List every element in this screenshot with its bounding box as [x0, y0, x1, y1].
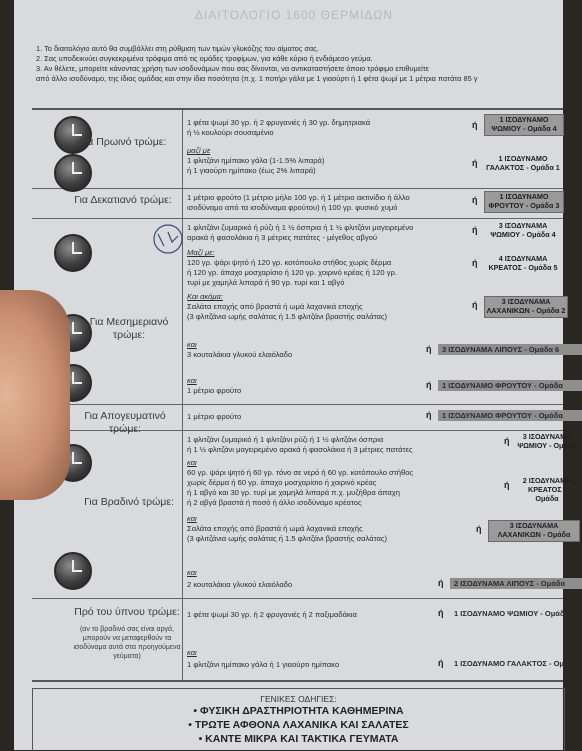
- guideline-item: • ΚΑΝΤΕ ΜΙΚΡΑ ΚΑΙ ΤΑΚΤΙΚΑ ΓΕΥΜΑΤΑ: [198, 733, 399, 745]
- meal-name-snack: Για Δεκατιανό τρώμε:: [74, 194, 172, 206]
- or-symbol: ή: [504, 436, 510, 446]
- food-line: 1 φλιτζάνι ζυμαρικό ή ρύζι ή 1 ½ όσπρια ή 1 ½ φλιτζάνι μαγειρεμένο: [187, 223, 414, 232]
- row-lunch: [32, 218, 566, 405]
- connector-label: Και ακόμα:: [187, 292, 223, 301]
- intro-line: 1. Το διαιτολόγιο αυτό θα συμβάλλει στη ρύθμιση των τιμών γλυκόζης του αίματος σας.: [36, 44, 319, 53]
- or-symbol: ή: [472, 258, 478, 268]
- or-symbol: ή: [472, 225, 478, 235]
- food-line: 1 μέτριο φρούτο: [187, 412, 242, 421]
- equivalent-badge: 1 ΙΣΟΔΥΝΑΜΟ ΨΩΜΙΟΥ - Ομάδα 4: [484, 114, 564, 136]
- row-snack: [32, 188, 563, 219]
- or-symbol: ή: [472, 158, 478, 168]
- food-line: ή 1 αβγό και 30 γρ. τυρί με χαμηλά λιπαρά π.χ. μυζήθρα άπαχη: [187, 488, 400, 497]
- food-line: 1 φέτα ψωμί 30 γρ. ή 2 φρυγανιές ή 2 παξιμαδάκια: [187, 610, 357, 619]
- food-line: 1 φλιτζάνι ζυμαρικό ή 1 φλιτζάνι ρύζι ή 1 ½ φλιτζάνι όσπρια: [187, 435, 384, 444]
- or-symbol: ή: [426, 344, 432, 354]
- or-symbol: ή: [472, 120, 478, 130]
- equivalent-bar: 1 ΙΣΟΔΥΝΑΜΟ ΨΩΜΙΟΥ - Ομάδα: [454, 609, 570, 618]
- food-line: 1 μέτριο φρούτο: [187, 386, 242, 395]
- meal-table: [32, 108, 578, 682]
- equivalent-badge: 3 ΙΣΟΔΥΝΑΜΑ ΨΩΜΙΟΥ - Ομάδα 4: [490, 221, 556, 239]
- meal-name-breakfast: Για Πρωινό τρώμε:: [79, 136, 167, 148]
- or-symbol: ή: [472, 300, 478, 310]
- connector-label: και: [187, 568, 197, 577]
- clock-icon: [54, 552, 92, 590]
- equivalent-bar: 2 ΙΣΟΔΥΝΑΜΑ ΛΙΠΟΥΣ - Ομάδα: [450, 578, 582, 589]
- intro-notes: [36, 44, 563, 84]
- connector-label: και: [187, 340, 197, 349]
- equivalent-bar: 1 ΙΣΟΔΥΝΑΜΟ ΦΡΟΥΤΟΥ - Ομάδα: [438, 380, 582, 391]
- food-line: Σαλάτα εποχής από βραστά ή ωμά λαχανικά εποχής: [187, 524, 363, 533]
- connector-label: Μαζί με:: [187, 248, 215, 257]
- equivalent-badge: 3 ΙΣΟΔΥΝΑΜΑ ΛΑΧΑΝΙΚΩΝ - Ομάδα: [488, 520, 580, 542]
- equivalent-badge: 4 ΙΣΟΔΥΝΑΜΑ ΚΡΕΑΤΟΣ - Ομάδα 5: [488, 254, 558, 272]
- connector-label: και: [187, 514, 197, 523]
- meal-name-text: Πρό του ύπνου τρώμε:: [74, 606, 180, 618]
- food-line: 60 γρ. ψάρι ψητό ή 60 γρ. τόνο σε νερό ή 60 γρ. κοτόπουλο στήθος: [187, 468, 414, 477]
- food-line: 1 μέτριο φρούτο (1 μέτριο μήλο 100 γρ. ή 1 μέτριο ακτινίδιο ή άλλο: [187, 193, 410, 202]
- food-line: 3 κουταλάκια γλυκού ελαιόλαδο: [187, 350, 293, 359]
- intro-line: 2. Σας υποδεικνύει συγκεκριμένα τρόφιμα από τις ομάδες τροφίμων, για κάθε κύριο ή ενδιάμεσο γεύμα.: [36, 54, 373, 63]
- food-line: ισοδύναμο από τα ισοδύναμα φρούτου) ή 100 γρ. φυσικό χυμό: [187, 203, 398, 212]
- general-guidelines: [32, 688, 565, 751]
- equivalent-bar: 1 ΙΣΟΔΥΝΑΜΟ ΓΑΛΑΚΤΟΣ - Ομάδα: [454, 659, 578, 668]
- intro-line: 3. Αν θέλετε, μπορείτε κάνοντας χρήση των ισοδυνάμων που σας δίνονται, να αντικαταστήσετε όποιο τρόφιμο επιθυμείτε: [36, 64, 429, 73]
- equivalent-badge: 1 ΙΣΟΔΥΝΑΜΟ ΓΑΛΑΚΤΟΣ - Ομάδα 1: [486, 154, 560, 172]
- meal-name-bedtime: [72, 606, 182, 661]
- food-line: Σαλάτα εποχής από βραστά ή ωμά λαχανικά εποχής: [187, 302, 363, 311]
- guideline-item: • ΤΡΩΤΕ ΑΦΘΟΝΑ ΛΑΧΑΝΙΚΑ ΚΑΙ ΣΑΛΑΤΕΣ: [188, 719, 409, 731]
- holding-thumb: [0, 290, 70, 500]
- equivalent-bar: 1 ΙΣΟΔΥΝΑΜΟ ΦΡΟΥΤΟΥ - Ομάδα: [438, 410, 582, 421]
- or-symbol: ή: [438, 658, 444, 668]
- clock-icon: [54, 154, 92, 192]
- food-line: 2 κουταλάκια γλυκού ελαιόλαδο: [187, 580, 293, 589]
- diet-sheet: [14, 0, 578, 750]
- row-afternoon: [32, 404, 563, 435]
- or-symbol: ή: [438, 608, 444, 618]
- food-line: 120 γρ. ψάρι ψητό ή 120 γρ. κοτόπουλο στήθος χωρίς δέρμα: [187, 258, 392, 267]
- food-line: 1 φέτα ψωμί 30 γρ. ή 2 φρυγανιές ή 30 γρ. δημητριακά: [187, 118, 371, 127]
- food-line: αρακά ή φασολάκια ή 3 μέτριες πατάτες - μέγεθος αβγού: [187, 233, 378, 242]
- or-symbol: ή: [426, 410, 432, 420]
- guideline-item: • ΦΥΣΙΚΗ ΔΡΑΣΤΗΡΙΟΤΗΤΑ ΚΑΘΗΜΕΡΙΝΑ: [193, 705, 404, 717]
- food-line: (3 φλιτζάνια ωμής σαλάτας ή 1.5 φλιτζάνι βραστής σαλάτας): [187, 534, 388, 543]
- equivalent-badge: 2 ΙΣΟΔΥΝΑΜΑ ΚΡΕΑΤΟΣ - Ομάδα: [522, 476, 572, 503]
- pen-doodle: [150, 222, 190, 256]
- row-breakfast: [32, 110, 563, 189]
- connector-label: και: [187, 376, 197, 385]
- row-bedtime: [32, 598, 578, 680]
- or-symbol: ή: [504, 480, 510, 490]
- guidelines-heading: ΓΕΝΙΚΕΣ ΟΔΗΓΙΕΣ:: [260, 694, 337, 704]
- food-line: ή 1 ½ φλιτζάνι μαγειρεμένο αρακά ή φασολάκια ή 3 μέτριες πατάτες: [187, 445, 413, 454]
- meal-name-afternoon: Για Απογευματινό τρώμε:: [84, 410, 166, 435]
- connector-label: και: [187, 648, 197, 657]
- meal-name-lunch: Για Μεσημεριανό τρώμε:: [89, 316, 169, 341]
- food-line: χωρίς δέρμα ή 60 γρ. άπαχο μοσχαρίσιο ή χοιρινό κρέας: [187, 478, 377, 487]
- food-line: (3 φλιτζάνια ωμής σαλάτας ή 1.5 φλιτζάνι βραστής σαλάτας): [187, 312, 388, 321]
- row-dinner: [32, 430, 577, 599]
- or-symbol: ή: [426, 380, 432, 390]
- food-line: ή 120 γρ. άπαχο μοσχαρίσιο ή 120 γρ. χοιρινό κρέας ή 120 γρ.: [187, 268, 397, 277]
- food-line: 1 φλιτζάνι ημίπακο γάλα (1-1.5% λιπαρά): [187, 156, 325, 165]
- connector-label: μαζί με: [187, 146, 211, 155]
- intro-line: από άλλο ισοδύναμο, της ίδιας ομάδας και στην ίδια ποσότητα (π.χ. 1 ποτήρι γάλα με 1 γιαούρτι ή 1 φέτα ψωμί με 1 μέτρια πατάτα 85 γ: [36, 74, 478, 83]
- food-line: 1 φλιτζάνι ημίπακο γάλα ή 1 γιαούρτι ημίπακο: [187, 660, 340, 669]
- or-symbol: ή: [438, 578, 444, 588]
- equivalent-badge: 1 ΙΣΟΔΥΝΑΜΟ ΦΡΟΥΤΟΥ - Ομάδα 3: [484, 191, 564, 213]
- sheet-title: ΔΙΑΙΤΟΛΟΓΙΟ 1600 ΘΕΡΜΙΔΩΝ: [195, 8, 393, 22]
- meal-note: (αν το βραδινό σας είναι αργά, μπορούν να μεταφερθούν τα ισοδύναμα αυτά στα προηγούμενα γεύματα): [73, 626, 181, 660]
- food-line: τυρί με χαμηλά λιπαρά ή 90 γρ. τυρί και 1 αβγό: [187, 278, 345, 287]
- food-line: ή 1 γιαούρτι ημίπακο (έως 2% λιπαρά): [187, 166, 316, 175]
- equivalent-bar: 3 ΙΣΟΔΥΝΑΜΑ ΛΙΠΟΥΣ - Ομάδα 6: [438, 344, 582, 355]
- or-symbol: ή: [476, 524, 482, 534]
- connector-label: και: [187, 458, 197, 467]
- clock-icon: [54, 234, 92, 272]
- or-symbol: ή: [472, 195, 478, 205]
- equivalent-badge: 3 ΙΣΟΔΥΝΑΜΑ ΨΩΜΙΟΥ - Ομάδα: [517, 432, 577, 450]
- equivalent-badge: 3 ΙΣΟΔΥΝΑΜΑ ΛΑΧΑΝΙΚΩΝ - Ομάδα 2: [484, 296, 568, 318]
- meal-name-dinner: Για Βραδινό τρώμε:: [84, 496, 174, 508]
- food-line: ή ½ κουλούρι σουσαμένιο: [187, 128, 274, 137]
- food-line: ή 2 αβγά βραστά ή ποσό ή άλλο ισοδύναμο κρέατος: [187, 498, 362, 507]
